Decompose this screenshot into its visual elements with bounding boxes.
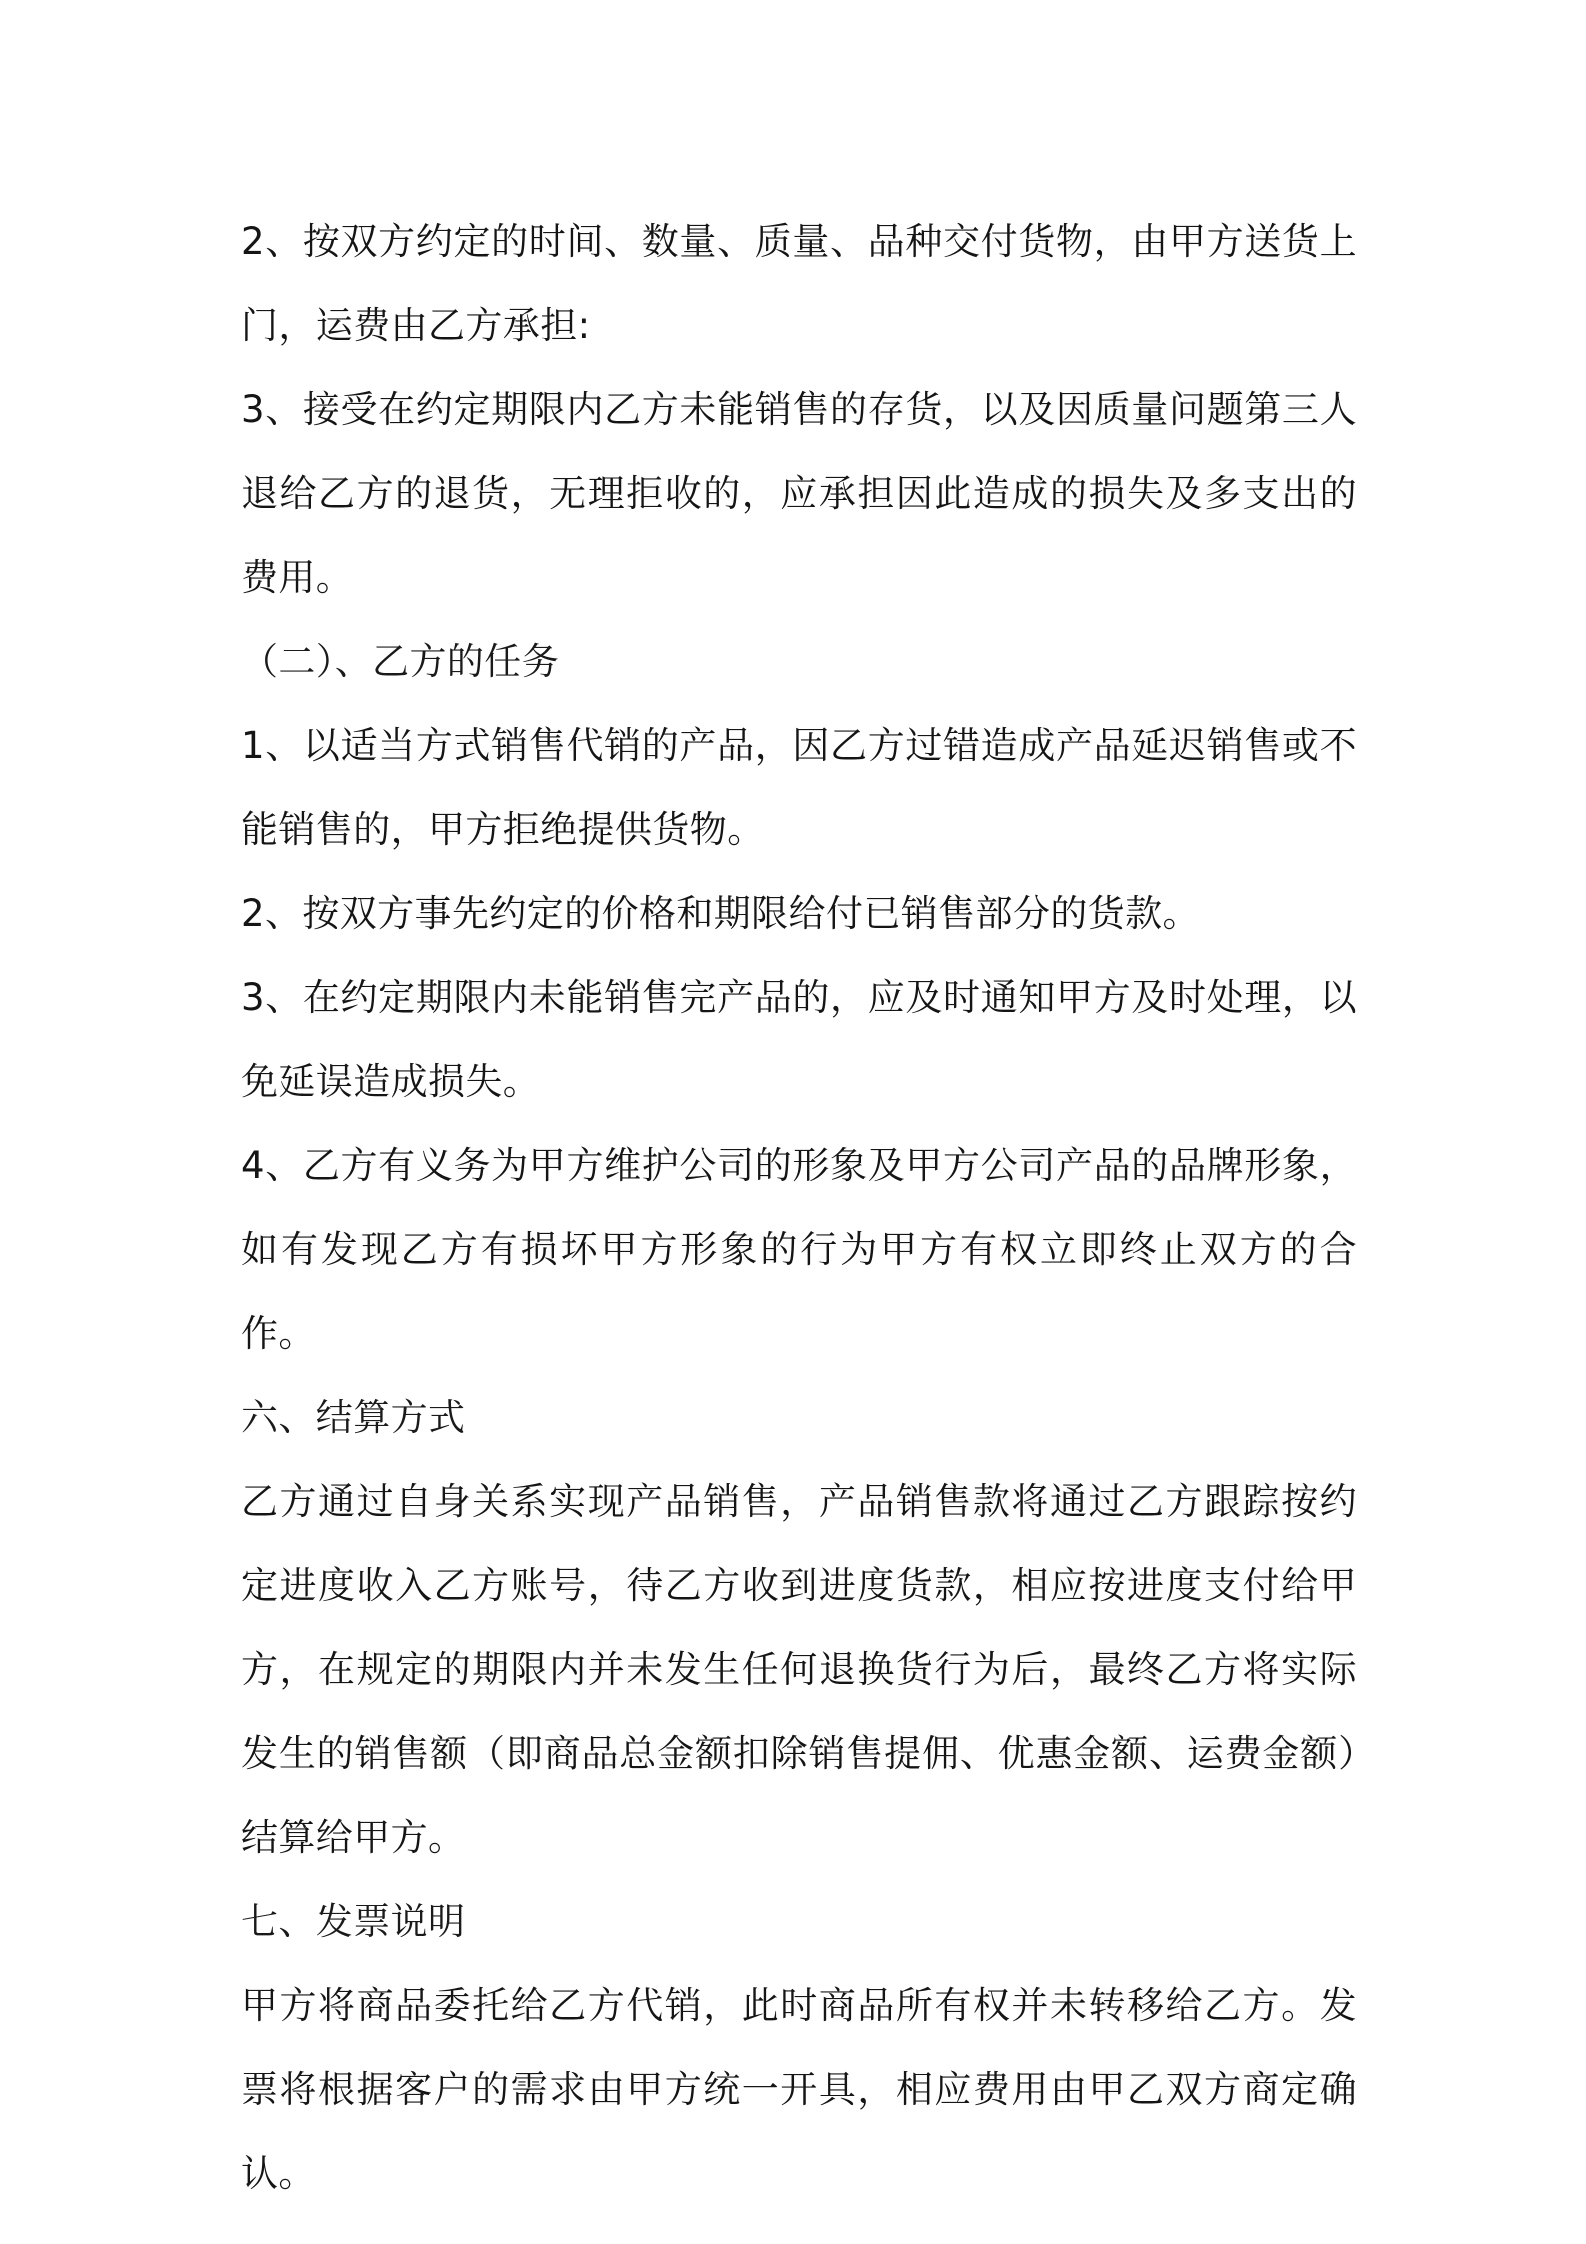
section-heading-party-b-duties: （二）、乙方的任务 (241, 640, 560, 683)
section-heading-settlement: 六、结算方式 (241, 1396, 466, 1439)
clause-b4-brand-image: 4、乙方有义务为甲方维护公司的形象及甲方公司产品的品牌形象，如有发现乙方有损坏甲方形象的行为甲方有权立即终止双方的合作。 (241, 1144, 1357, 1355)
clause-b1-sales: 1、以适当方式销售代销的产品，因乙方过错造成产品延迟销售或不能销售的，甲方拒绝提供货物。 (241, 724, 1357, 851)
document-body (241, 200, 1357, 2216)
section-heading-invoice: 七、发票说明 (241, 1900, 466, 1943)
settlement-paragraph: 乙方通过自身关系实现产品销售，产品销售款将通过乙方跟踪按约定进度收入乙方账号，待乙方收到进度货款，相应按进度支付给甲方，在规定的期限内并未发生任何退换货行为后，最终乙方将实际发生的销售额（即商品总金额扣除销售提佣、优惠金额、运费金额）结算给甲方。 (241, 1480, 1357, 1859)
clause-b3-notice: 3、在约定期限内未能销售完产品的，应及时通知甲方及时处理，以免延误造成损失。 (241, 976, 1357, 1103)
clause-a3-returns: 3、接受在约定期限内乙方未能销售的存货，以及因质量问题第三人退给乙方的退货，无理拒收的，应承担因此造成的损失及多支出的费用。 (241, 388, 1357, 599)
invoice-paragraph: 甲方将商品委托给乙方代销，此时商品所有权并未转移给乙方。发票将根据客户的需求由甲方统一开具，相应费用由甲乙双方商定确认。 (241, 1984, 1357, 2195)
clause-b2-payment: 2、按双方事先约定的价格和期限给付已销售部分的货款。 (241, 892, 1200, 935)
clause-a2-delivery: 2、按双方约定的时间、数量、质量、品种交付货物，由甲方送货上门，运费由乙方承担: (241, 220, 1357, 347)
